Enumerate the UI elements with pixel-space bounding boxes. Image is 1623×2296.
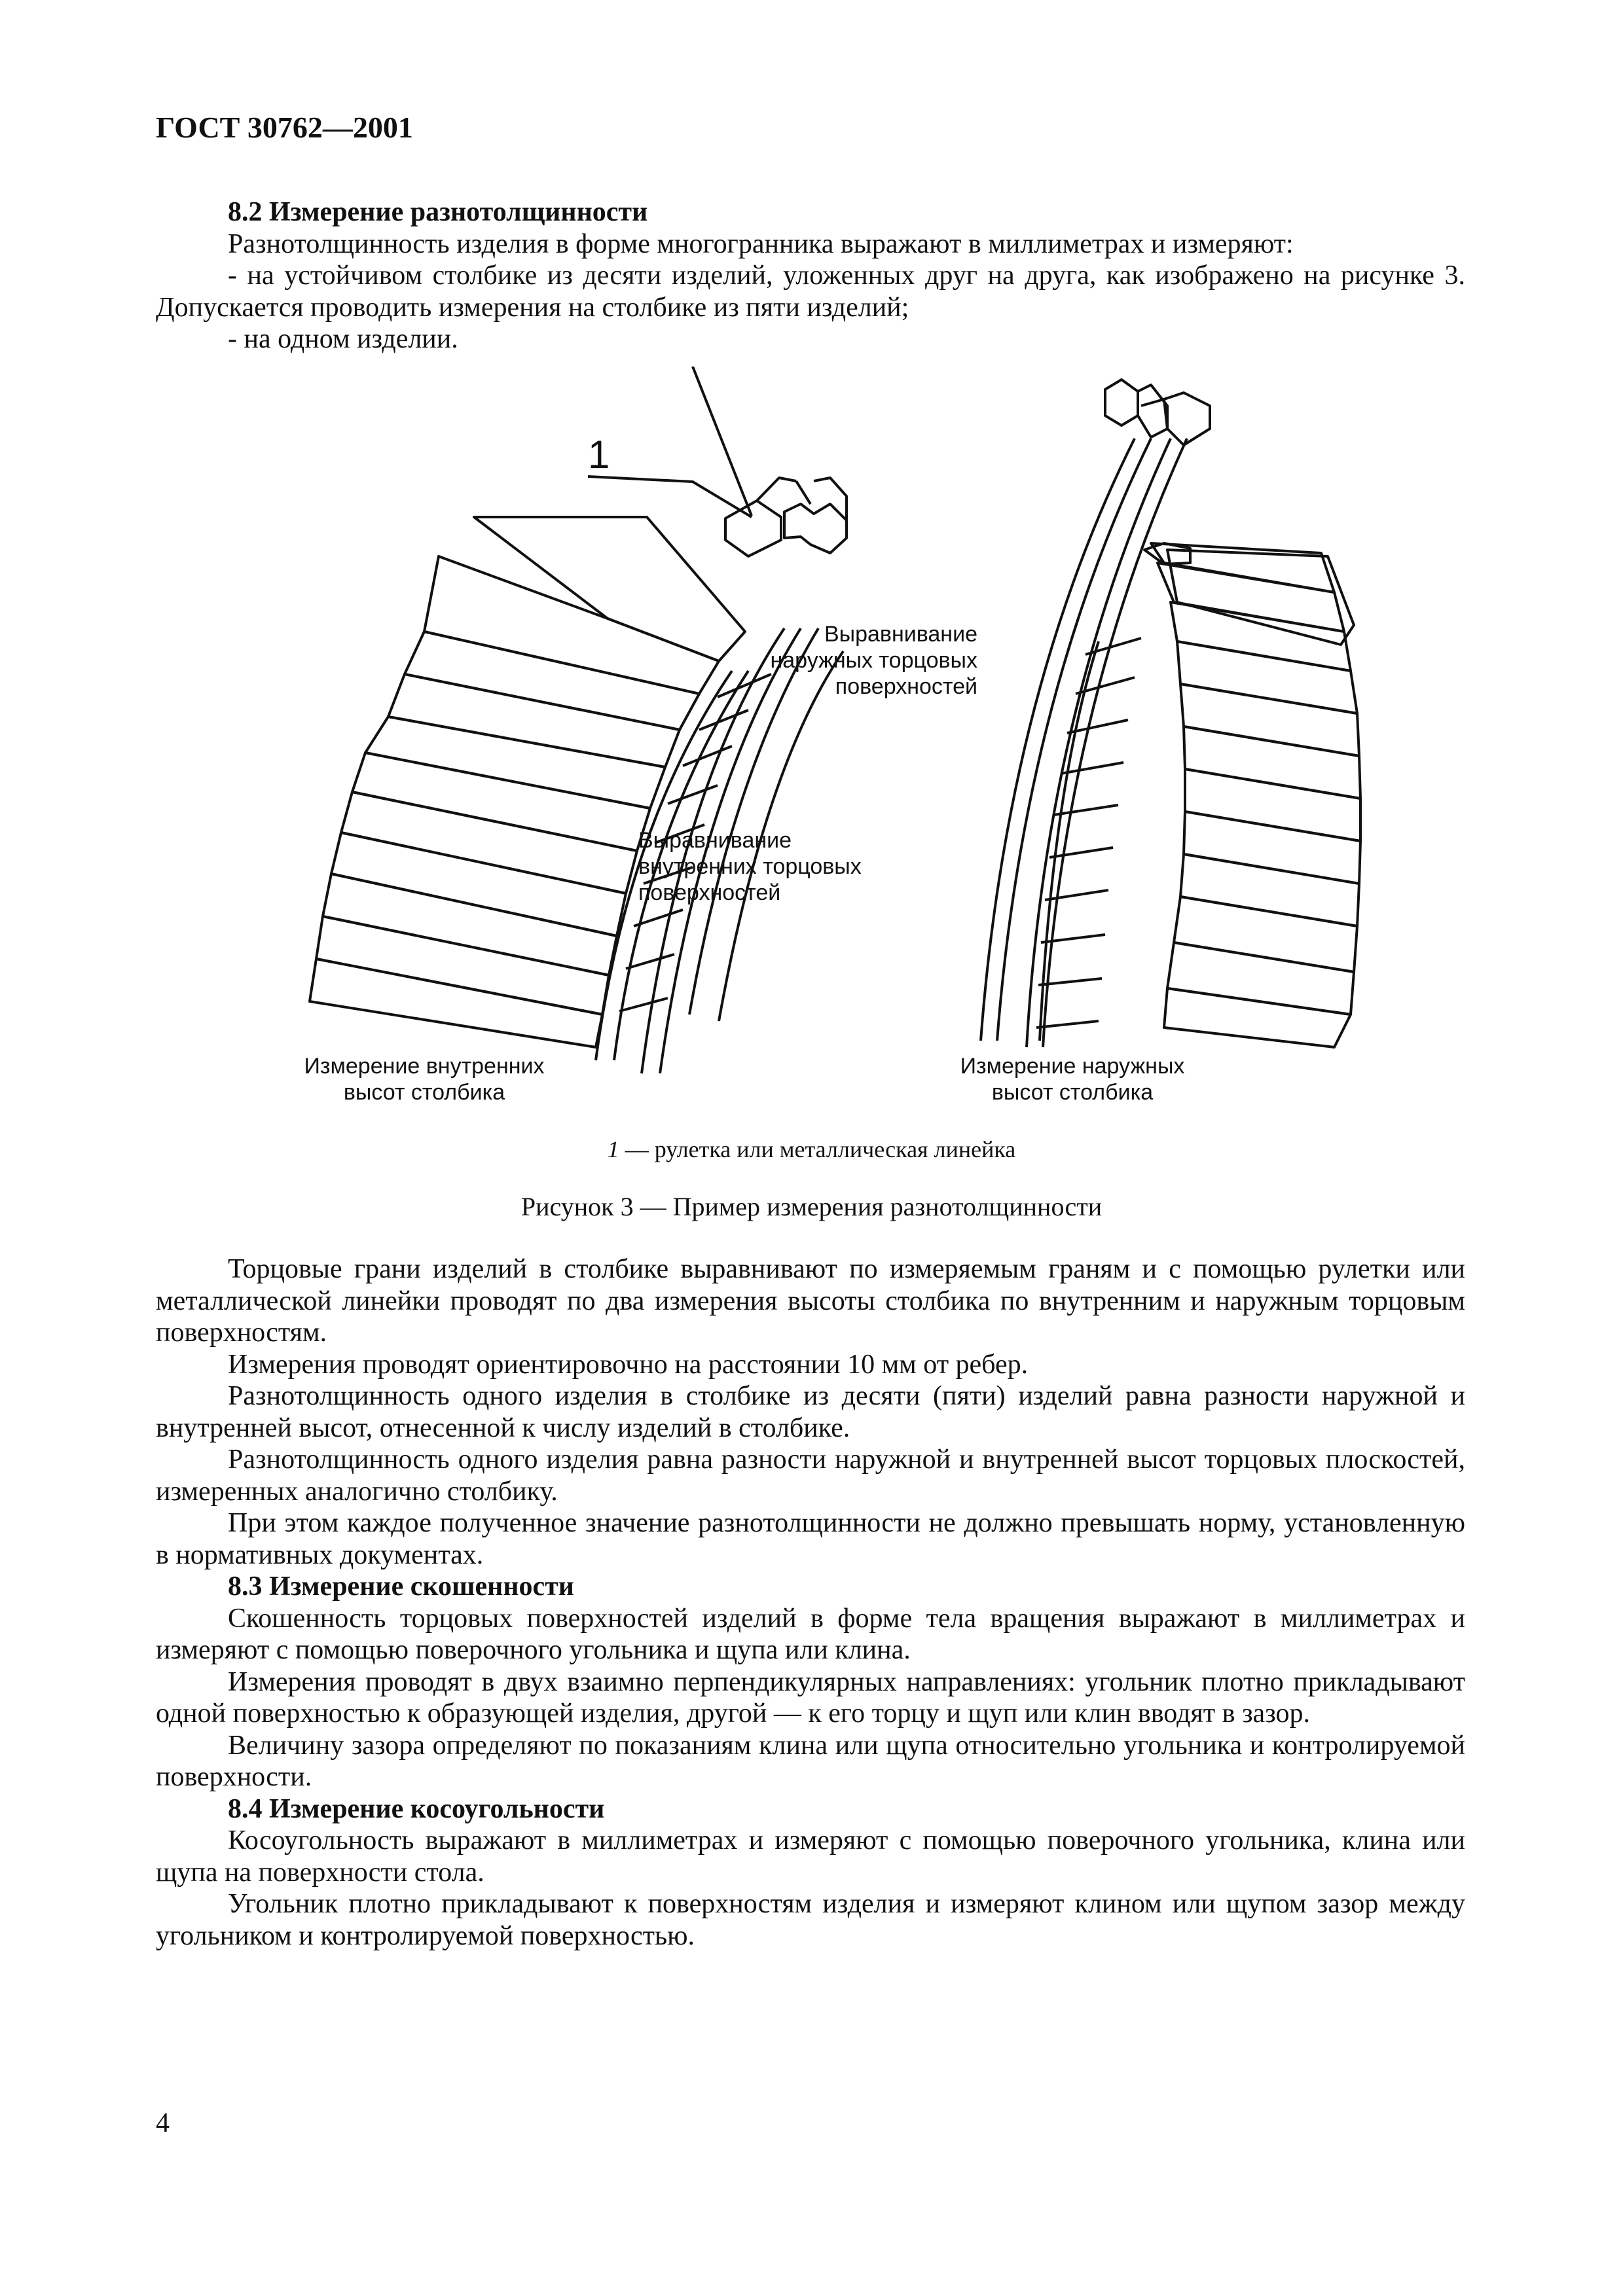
figure-caption: Рисунок 3 — Пример измерения разнотолщинности xyxy=(520,1192,1103,1221)
paragraph: - на одном изделии. xyxy=(228,324,458,354)
left-ruler xyxy=(596,478,847,1073)
body-after-figure xyxy=(156,1253,1465,1952)
figure-3 xyxy=(156,367,1465,1113)
inner-alignment-label-line3: поверхностей xyxy=(638,880,781,905)
callout-leader xyxy=(693,367,752,516)
left-brick-stack xyxy=(310,517,745,1047)
paragraph: Измерения проводят в двух взаимно перпендикулярных направлениях: угольник плотно прикладывают одной поверхностью к образующей изделия, другой — к его торцу и щуп или клин вводят в зазор. xyxy=(156,1666,1465,1729)
section-heading: 8.4 Измерение косоугольности xyxy=(228,1793,605,1824)
right-measure-label-line1: Измерение наружных xyxy=(960,1054,1185,1079)
right-measure-label-line2: высот столбика xyxy=(991,1080,1154,1105)
paragraph: Разнотолщинность изделия в форме многогранника выражают в миллиметрах и измеряют: xyxy=(228,228,1294,259)
paragraph: Торцовые грани изделий в столбике выравнивают по измеряемым граням и с помощью рулетки или металлической линейки проводят по два измерения высоты столбика по внутренним и наружным торцовым поверхностям. xyxy=(156,1254,1465,1348)
right-brick-stack xyxy=(1144,543,1360,1047)
outer-alignment-label-line3: поверхностей xyxy=(835,674,977,699)
paragraph: Разнотолщинность одного изделия в столбике из десяти (пяти) изделий равна разности наружной и внутренней высот, отнесенной к числу изделий в столбике. xyxy=(156,1381,1465,1443)
legend-text: — рулетка или металлическая линейка xyxy=(619,1136,1016,1162)
callout-leader-line xyxy=(588,476,752,517)
document-header: ГОСТ 30762—2001 xyxy=(156,111,413,144)
left-measure-label-line2: высот столбика xyxy=(343,1080,505,1105)
section-8-2-intro xyxy=(156,196,1465,355)
section-heading: 8.2 Измерение разнотолщинности xyxy=(228,197,648,227)
right-ruler xyxy=(981,380,1210,1047)
inner-alignment-label-line1: Выравнивание xyxy=(638,828,792,853)
paragraph: Измерения проводят ориентировочно на расстоянии 10 мм от ребер. xyxy=(228,1349,1029,1380)
paragraph: Величину зазора определяют по показаниям клина или щупа относительно угольника и контролируемой поверхности. xyxy=(156,1730,1465,1792)
paragraph: - на устойчивом столбике из десяти изделий, уложенных друг на друга, как изображено на рисунке 3. Допускается проводить измерения на столбике из пяти изделий; xyxy=(156,260,1465,323)
paragraph: Разнотолщинность одного изделия равна разности наружной и внутренней высот торцовых плоскостей, измеренных аналогично столбику. xyxy=(156,1444,1465,1507)
outer-alignment-label-line2: наружных торцовых xyxy=(770,648,977,673)
left-measure-label-line1: Измерение внутренних xyxy=(304,1054,545,1079)
paragraph: Скошенность торцовых поверхностей изделий в форме тела вращения выражают в миллиметрах и измеряют с помощью поверочного угольника и щупа или клина. xyxy=(156,1603,1465,1665)
paragraph: При этом каждое полученное значение разнотолщинности не должно превышать норму, установленную в нормативных документах. xyxy=(156,1508,1465,1570)
outer-alignment-label-line1: Выравнивание xyxy=(824,622,977,647)
inner-alignment-label-line2: внутренних торцовых xyxy=(638,854,862,879)
page-number: 4 xyxy=(156,2108,170,2138)
paragraph: Косоугольность выражают в миллиметрах и измеряют с помощью поверочного угольника, клина или щупа на поверхности стола. xyxy=(156,1825,1465,1888)
callout-number: 1 xyxy=(588,433,610,476)
section-heading: 8.3 Измерение скошенности xyxy=(228,1571,574,1602)
figure-3-drawing xyxy=(156,367,1465,1113)
figure-legend xyxy=(0,1136,1623,1163)
legend-number: 1 xyxy=(607,1136,619,1162)
paragraph: Угольник плотно прикладывают к поверхностям изделия и измеряют клином или щупом зазор между угольником и контролируемой поверхностью. xyxy=(156,1889,1465,1951)
